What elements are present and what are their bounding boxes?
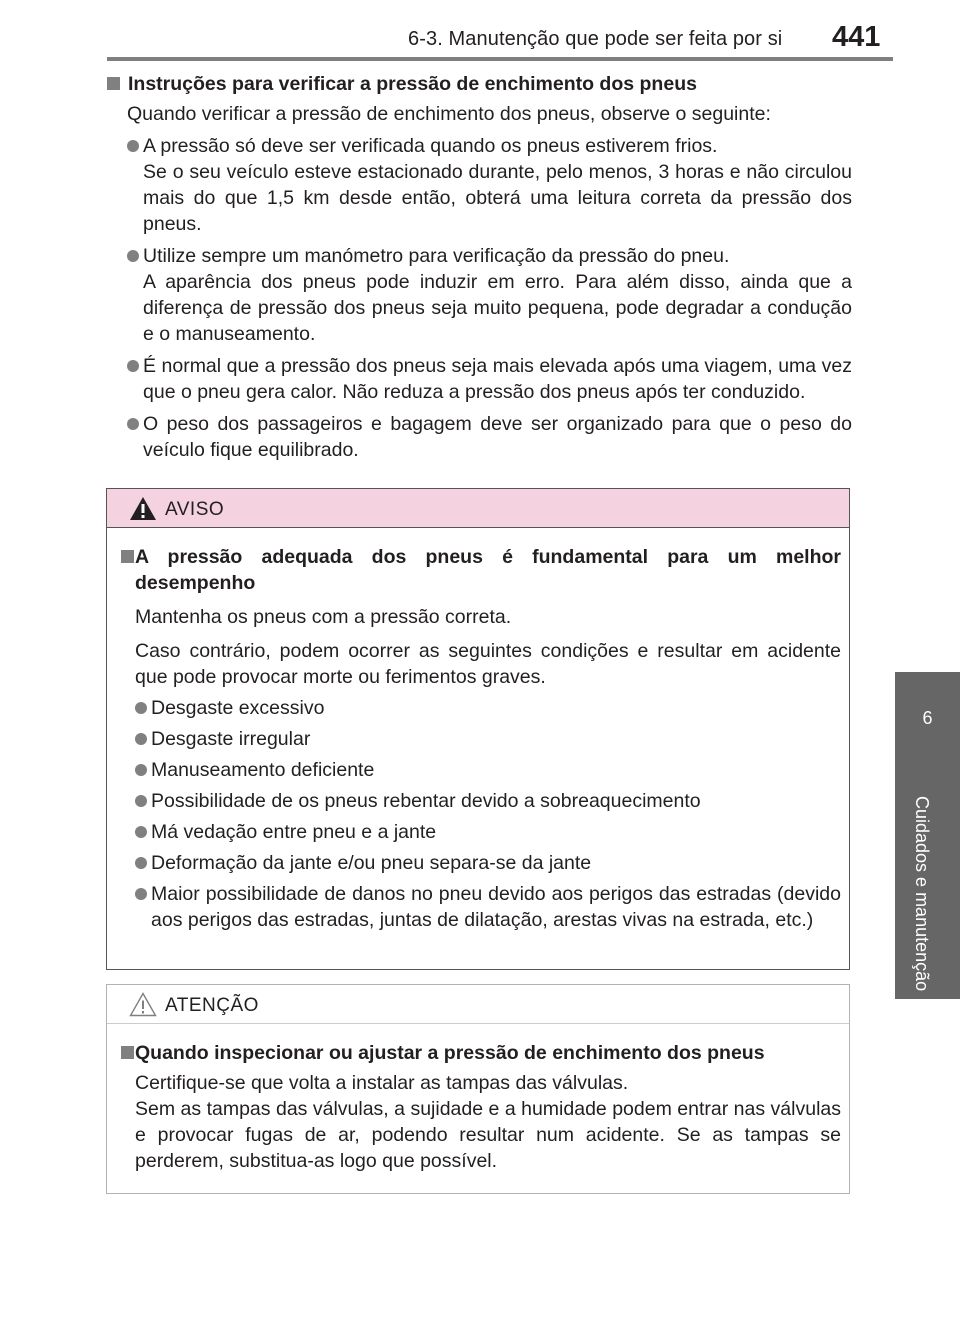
caution-body bbox=[121, 1040, 841, 1174]
caution-line: Certifique-se que volta a instalar as tampas das válvulas. bbox=[135, 1072, 629, 1094]
warning-triangle-icon bbox=[129, 496, 157, 521]
caution-heading bbox=[121, 1040, 841, 1066]
caution-title: ATENÇÃO bbox=[165, 995, 259, 1016]
bullet-first-line: A pressão só deve ser verificada quando os pneus estiverem frios. bbox=[143, 135, 718, 157]
bullet-dot-icon bbox=[127, 418, 139, 430]
bullet-text: O peso dos passageiros e bagagem deve ser organizado para que o peso do veículo fique equilibrado. bbox=[143, 413, 852, 461]
bullet-dot-icon bbox=[135, 857, 147, 869]
bullet-dot-icon bbox=[135, 826, 147, 838]
bullet-dot-icon bbox=[135, 764, 147, 776]
chapter-tab bbox=[895, 672, 960, 999]
bullet-dot-icon bbox=[135, 795, 147, 807]
intro-paragraph: Quando verificar a pressão de enchimento dos pneus, observe o seguinte: bbox=[127, 103, 771, 125]
chapter-label: Cuidados e manutenção bbox=[912, 796, 932, 992]
bullet-dot-icon bbox=[127, 360, 139, 372]
bullet-continuation: Se o seu veículo esteve estacionado durante, pelo menos, 3 horas e não circulou mais do que 1,5 km desde então, obterá uma leitura correta da pressão dos pneus. bbox=[143, 161, 852, 235]
list-item-text: Desgaste irregular bbox=[151, 728, 311, 750]
list-item-text: Deformação da jante e/ou pneu separa-se da jante bbox=[151, 852, 592, 874]
bullet-continuation: A aparência dos pneus pode induzir em erro. Para além disso, ainda que a diferença de pressão dos pneus seja muito pequena, pode degradar a condução e o manuseamento. bbox=[143, 271, 852, 345]
list-item bbox=[121, 850, 841, 876]
list-item bbox=[121, 726, 841, 752]
list-item bbox=[121, 881, 841, 933]
bullet-dot-icon bbox=[127, 250, 139, 262]
running-header: 6-3. Manutenção que pode ser feita por si bbox=[408, 28, 783, 50]
caution-box bbox=[106, 984, 850, 1194]
list-item bbox=[121, 757, 841, 783]
warning-title: AVISO bbox=[165, 499, 225, 520]
list-item bbox=[121, 788, 841, 814]
bullet-dot-icon bbox=[135, 702, 147, 714]
warning-line: Caso contrário, podem ocorrer as seguintes condições e resultar em acidente que pode provocar morte ou ferimentos graves. bbox=[135, 640, 841, 688]
page-number: 441 bbox=[832, 21, 881, 53]
header-rule bbox=[107, 57, 893, 61]
list-item-text: Má vedação entre pneu e a jante bbox=[151, 821, 437, 843]
warning-body bbox=[121, 544, 841, 933]
list-item-text: Maior possibilidade de danos no pneu devido aos perigos das estradas (devido aos perigos das estradas, juntas de dilatação, arestas vivas na estrada, etc.) bbox=[151, 883, 841, 931]
warning-box-header bbox=[107, 489, 849, 528]
chapter-number: 6 bbox=[922, 708, 933, 728]
list-item-text: Possibilidade de os pneus rebentar devido a sobreaquecimento bbox=[151, 790, 701, 812]
bullet-dot-icon bbox=[135, 733, 147, 745]
square-bullet-icon bbox=[107, 77, 120, 90]
caution-box-header bbox=[107, 985, 849, 1024]
bullet-dot-icon bbox=[135, 888, 147, 900]
list-item bbox=[121, 819, 841, 845]
list-item bbox=[107, 133, 852, 237]
caution-triangle-icon bbox=[129, 992, 157, 1017]
list-item bbox=[107, 411, 852, 463]
warning-heading-text: A pressão adequada dos pneus é fundamental para um melhor desempenho bbox=[135, 546, 841, 594]
caution-line: Sem as tampas das válvulas, a sujidade e a humidade podem entrar nas válvulas e provocar fugas de ar, podendo resultar num acidente. Se as tampas se perderem, substitua-as logo que possível. bbox=[135, 1098, 841, 1172]
bullet-text: É normal que a pressão dos pneus seja mais elevada após uma viagem, uma vez que o pneu gera calor. Não reduza a pressão dos pneus após ter conduzido. bbox=[143, 355, 852, 403]
section-heading-text: Instruções para verificar a pressão de enchimento dos pneus bbox=[128, 73, 697, 95]
list-item bbox=[121, 695, 841, 721]
bullet-first-line: Utilize sempre um manómetro para verificação da pressão do pneu. bbox=[143, 245, 730, 267]
list-item-text: Manuseamento deficiente bbox=[151, 759, 375, 781]
caution-heading-text: Quando inspecionar ou ajustar a pressão de enchimento dos pneus bbox=[135, 1042, 765, 1064]
square-bullet-icon bbox=[121, 1046, 134, 1059]
list-item-text: Desgaste excessivo bbox=[151, 697, 325, 719]
main-content bbox=[107, 71, 852, 463]
list-item bbox=[107, 243, 852, 347]
bullet-dot-icon bbox=[127, 140, 139, 152]
list-item bbox=[107, 353, 852, 405]
warning-line: Mantenha os pneus com a pressão correta. bbox=[135, 606, 512, 628]
warning-box bbox=[106, 488, 850, 970]
square-bullet-icon bbox=[121, 550, 134, 563]
warning-heading bbox=[121, 544, 841, 596]
section-heading bbox=[107, 71, 852, 97]
